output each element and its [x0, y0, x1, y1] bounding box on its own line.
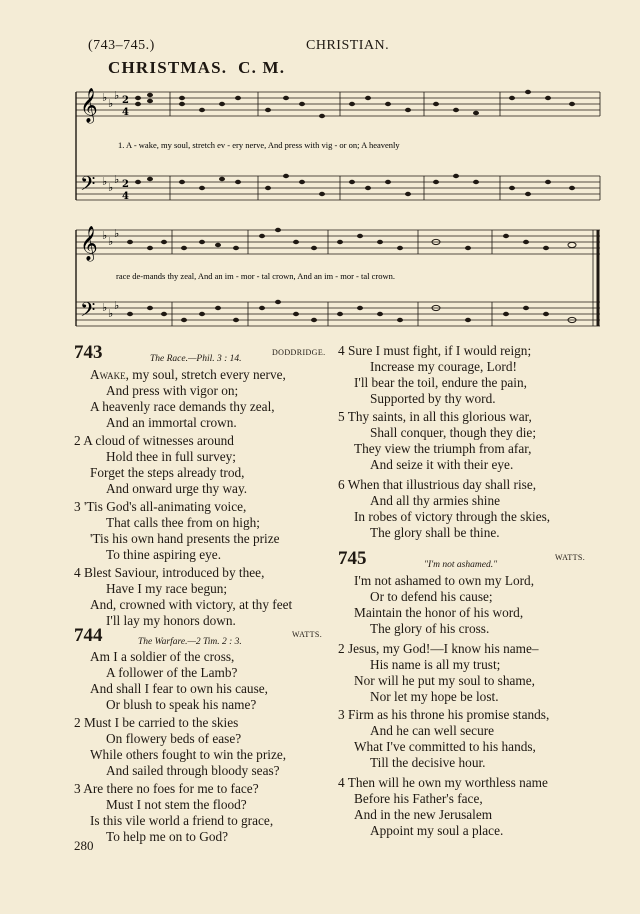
category-header: CHRISTIAN.: [306, 38, 390, 53]
svg-text:♭: ♭: [108, 181, 114, 194]
verse-line: Maintain the honor of his word,: [354, 605, 524, 620]
svg-text:♭: ♭: [108, 97, 114, 110]
verse-line: To thine aspiring eye.: [106, 547, 222, 562]
verse-line: 3 'Tis God's all-animating voice,: [74, 499, 247, 514]
verse-line: Till the decisive hour.: [370, 755, 486, 770]
verse-line: The glory of his cross.: [370, 621, 490, 636]
verse-line: Nor let my hope be lost.: [370, 689, 499, 704]
verse-line: A heavenly race demands thy zeal,: [90, 399, 275, 414]
svg-text:♭: ♭: [114, 89, 120, 102]
music-score-system-2: [72, 222, 602, 337]
svg-text:♭: ♭: [114, 299, 120, 312]
verse-line: And onward urge thy way.: [106, 481, 248, 496]
verse-line: And shall I fear to own his cause,: [90, 681, 268, 696]
verse-line: And he can well secure: [370, 723, 495, 738]
hymn-source: "I'm not ashamed.": [424, 560, 498, 570]
verse-line: 2 Jesus, my God!—I know his name–: [338, 641, 539, 656]
verse-line: Increase my courage, Lord!: [370, 359, 517, 374]
svg-text:2: 2: [122, 95, 129, 106]
treble-staff-1: [76, 92, 600, 116]
verse-line: 6 When that illustrious day shall rise,: [338, 477, 537, 492]
verse-line: 5 Thy saints, in all this glorious war,: [338, 409, 532, 424]
verse-line: On flowery beds of ease?: [106, 731, 242, 746]
verse-line: Must I not stem the flood?: [106, 797, 247, 812]
verse-line: Have I my race begun;: [106, 581, 228, 596]
tune-title: [108, 58, 285, 78]
verse-line: And press with vigor on;: [106, 383, 239, 398]
verse-line: I'm not ashamed to own my Lord,: [354, 573, 535, 588]
verse-line: A follower of the Lamb?: [106, 665, 238, 680]
verse-line: What I've committed to his hands,: [354, 739, 536, 754]
verse-line: 4 Sure I must fight, if I would reign;: [338, 343, 532, 358]
treble-clef-icon: 𝄞: [80, 226, 98, 261]
verse-line: 4 Then will he own my worthless name: [338, 775, 548, 790]
verse-line: Am I a soldier of the cross,: [90, 649, 235, 664]
tune-name: CHRISTMAS.: [108, 58, 228, 77]
treble-clef-icon: 𝄞: [80, 88, 98, 123]
verse-line: I'll bear the toil, endure the pain,: [354, 375, 527, 390]
verse-line: 'Tis his own hand presents the prize: [90, 531, 280, 546]
verse-line: 3 Are there no foes for me to face?: [74, 781, 259, 796]
hymn-number: 744: [74, 625, 103, 646]
verse-line: To help me on to God?: [106, 829, 229, 844]
verse-line: Nor will he put my soul to shame,: [354, 673, 535, 688]
svg-text:2: 2: [122, 179, 129, 190]
verse-line: 4 Blest Saviour, introduced by thee,: [74, 565, 265, 580]
verse-line: Appoint my soul a place.: [370, 823, 504, 838]
verse-line: Is this vile world a friend to grace,: [90, 813, 274, 828]
music-score-system-1: [72, 82, 602, 212]
bass-staff-1: [76, 176, 600, 200]
svg-text:4: 4: [122, 191, 129, 202]
page-number: 280: [74, 838, 94, 853]
verse-line: Hold thee in full survey;: [106, 449, 236, 464]
lyric-line-2: race de-mands thy zeal, And an im - mor - tal crown, And an im - mor - tal crown.: [116, 271, 395, 281]
hymn-number: 743: [74, 342, 103, 363]
hymn-author: WATTS.: [292, 630, 323, 639]
hymn-range-header: (743–745.): [88, 38, 155, 53]
verse-line: And in the new Jerusalem: [354, 807, 493, 822]
hymn-source: The Warfare.—2 Tim. 2 : 3.: [138, 637, 242, 647]
svg-text:♭: ♭: [102, 229, 108, 242]
bass-clef-icon: 𝄢: [80, 172, 96, 200]
verse-line: And sailed through bloody seas?: [106, 763, 280, 778]
verse-line: Shall conquer, though they die;: [370, 425, 537, 440]
svg-text:♭: ♭: [108, 235, 114, 248]
verse-line: Before his Father's face,: [354, 791, 483, 806]
verse-line: His name is all my trust;: [370, 657, 501, 672]
hymn-author: WATTS.: [555, 553, 586, 562]
verse-line: Or blush to speak his name?: [106, 697, 257, 712]
svg-text:♭: ♭: [102, 175, 108, 188]
verse-line: While others fought to win the prize,: [90, 747, 287, 762]
tune-meter: C. M.: [238, 58, 286, 77]
verse-line: Awake, my soul, stretch every nerve,: [90, 367, 286, 382]
verse-line: I'll lay my honors down.: [106, 613, 236, 628]
hymn-number: 745: [338, 548, 367, 569]
verse-line: Forget the steps already trod,: [90, 465, 245, 480]
lyric-line-1: 1. A - wake, my soul, stretch ev - ery nerve, And press with vig - or on; A heavenly: [118, 140, 400, 150]
verse-line: 2 Must I be carried to the skies: [74, 715, 239, 730]
hymn-source: The Race.—Phil. 3 : 14.: [150, 354, 242, 364]
verse-line: And an immortal crown.: [106, 415, 237, 430]
verse-line: Supported by thy word.: [370, 391, 496, 406]
svg-text:♭: ♭: [114, 227, 120, 240]
verse-line: And seize it with their eye.: [370, 457, 514, 472]
verse-line: The glory shall be thine.: [370, 525, 500, 540]
verse-line: 2 A cloud of witnesses around: [74, 433, 234, 448]
bass-clef-icon: 𝄢: [80, 298, 96, 326]
svg-text:♭: ♭: [102, 91, 108, 104]
hymn-author: DODDRIDGE.: [272, 348, 326, 357]
verse-line: Or to defend his cause;: [370, 589, 493, 604]
verse-line: And all thy armies shine: [370, 493, 500, 508]
svg-text:♭: ♭: [114, 173, 120, 186]
verse-line: They view the triumph from afar,: [354, 441, 532, 456]
verse-line: 3 Firm as his throne his promise stands,: [338, 707, 550, 722]
verse-line: That calls thee from on high;: [106, 515, 260, 530]
verse-line: And, crowned with victory, at thy feet: [90, 597, 293, 612]
svg-text:4: 4: [122, 107, 129, 118]
svg-text:♭: ♭: [102, 301, 108, 314]
verse-line: In robes of victory through the skies,: [354, 509, 551, 524]
svg-text:♭: ♭: [108, 307, 114, 320]
